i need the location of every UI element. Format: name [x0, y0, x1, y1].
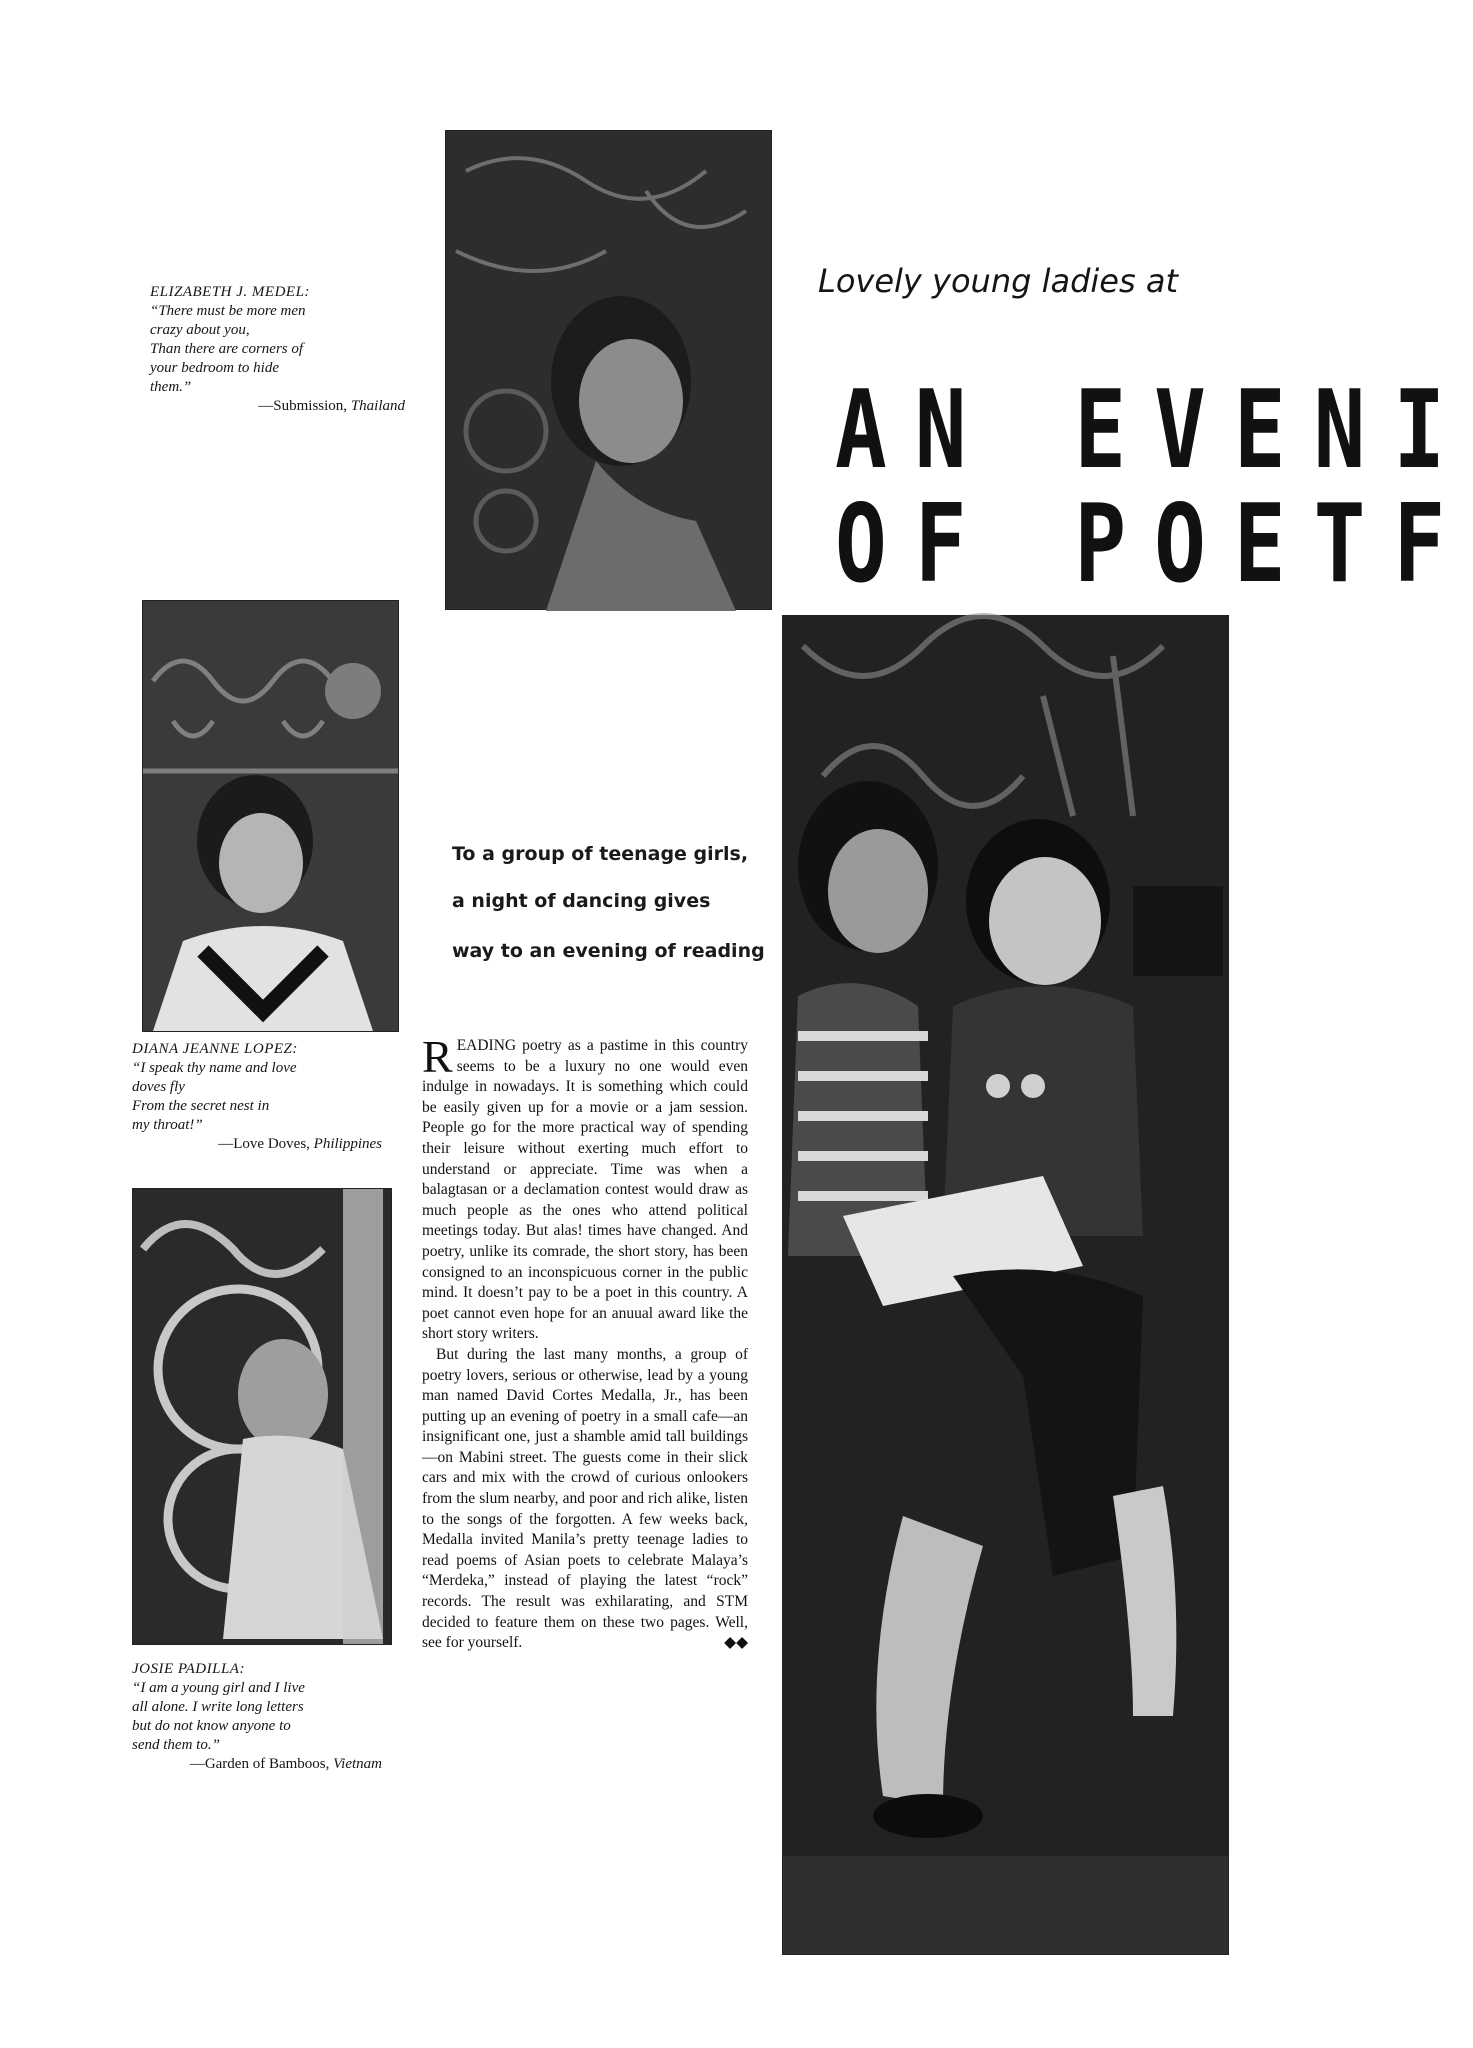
caption-name: DIANA JEANNE LOPEZ: — [132, 1041, 298, 1057]
article-body — [422, 1031, 748, 1654]
caption-josie-padilla — [132, 1660, 382, 1774]
deck-line-3: way to an evening of reading — [452, 940, 765, 962]
end-mark: ◆◆ — [724, 1634, 748, 1652]
deck-line-2: a night of dancing gives — [452, 890, 711, 912]
caption-diana-lopez — [132, 1040, 382, 1154]
paragraph-2-text: But during the last many months, a group of poetry lovers, serious or otherwise, lead by a young man named David Cortes Medalla, Jr., has been putting up an evening of poetry in a small cafe—an insignificant one, just a shamble amid tall buildings—on Mabini street. The guests come in their slick cars and mix with the crowd of curious onlookers from the slum nearby, and poor and rich alike, listen to the songs of the forgotten. A few weeks back, Medalla invited Manila’s pretty teenage ladies to read poems of Asian poets to celebrate Malaya’s “Merdeka,” instead of playing the latest “rock” records. The result was exhilarating, and STM decided to feature them on these two pages. Well, see for yourself. — [422, 1345, 748, 1652]
portrait-diana-lopez-photo — [142, 600, 399, 1032]
portrait-josie-padilla-photo — [132, 1188, 392, 1645]
headline-line-2: OF POETF — [835, 482, 1473, 607]
caption-quote: “I am a young girl and I live all alone. I write long letters but do not know anyone to send them to.” — [132, 1680, 305, 1753]
caption-credit: —Love Doves, Philippines — [218, 1136, 382, 1152]
caption-name: JOSIE PADILLA: — [132, 1661, 245, 1677]
caption-name: ELIZABETH J. MEDEL: — [150, 284, 310, 300]
portrait-elizabeth-medel-photo — [445, 130, 772, 610]
article-paragraph-2 — [422, 1345, 748, 1654]
two-girls-seated-photo — [782, 615, 1229, 1955]
caption-credit: —Garden of Bamboos, Vietnam — [189, 1756, 382, 1772]
lead-in-caps: EADING — [456, 1037, 517, 1054]
article-kicker: Lovely young ladies at — [818, 262, 1178, 300]
caption-elizabeth-medel — [150, 283, 405, 416]
caption-quote: “I speak thy name and love doves fly From the secret nest in my throat!” — [132, 1060, 297, 1133]
article-paragraph-1 — [422, 1031, 748, 1345]
drop-cap: R — [422, 1031, 453, 1082]
deck-line-1: To a group of teenage girls, — [452, 843, 749, 865]
caption-quote: “There must be more men crazy about you, Than there are corners of your bedroom to hide them.” — [150, 303, 306, 395]
caption-credit: —Submission, Thailand — [258, 398, 405, 414]
headline-line-1: AN EVENI — [835, 368, 1473, 493]
paragraph-1-text: poetry as a pastime in this country seems to be a luxury no one would even indulge in nowadays. It is something which could be easily given up for a movie or a jam session. People go for the more practical way of spending their leisure without exerting much effort to understand or appreciate. Time was when a balagtasan or a declamation contest would draw as much people as the ones who attend political meetings today. But alas! times have changed. And poetry, unlike its comrade, the short story, has been consigned to an inconspicuous corner in the public mind. It doesn’t pay to be a poet in this country. A poet cannot even hope for an anuual award like the short story writers. — [422, 1037, 748, 1343]
